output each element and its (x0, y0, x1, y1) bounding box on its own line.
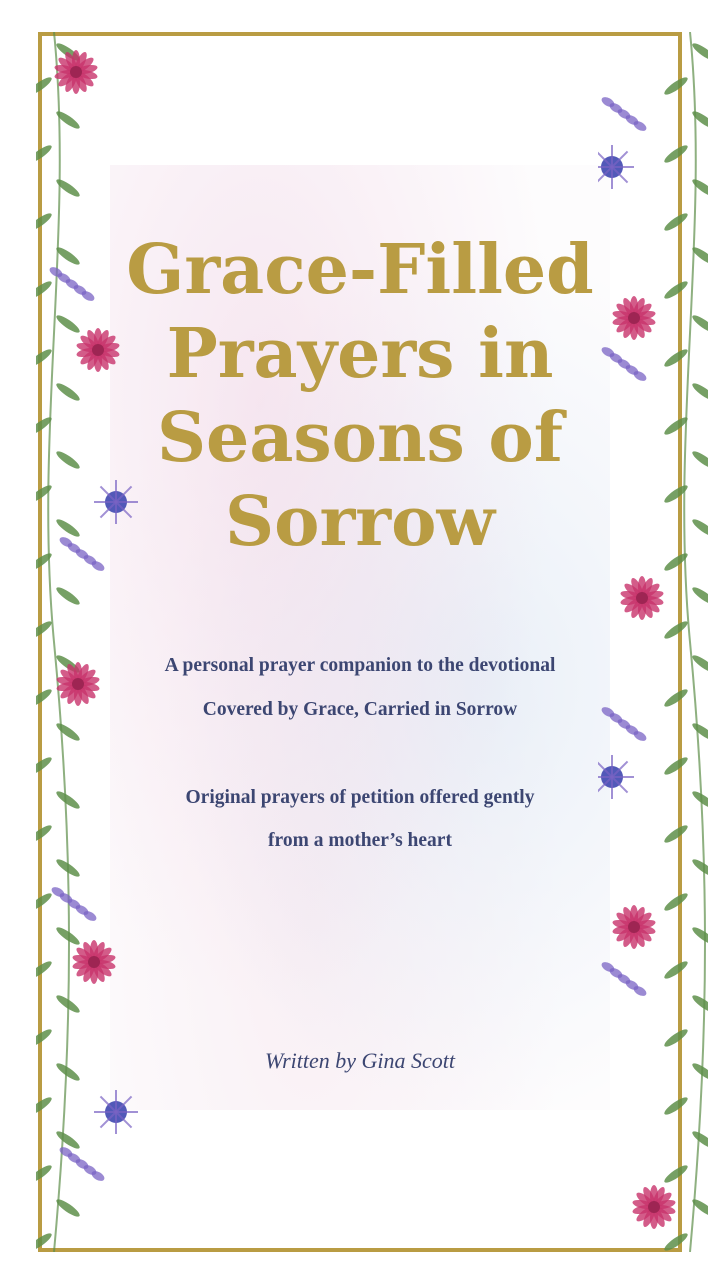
pink-clover-icon (54, 50, 99, 94)
description-line-1: Original prayers of petition offered gently (185, 787, 535, 808)
purple-lavender-icon (58, 535, 106, 573)
pink-clover-icon (612, 296, 657, 340)
purple-lavender-icon (600, 95, 648, 133)
right-floral-border (598, 32, 708, 1252)
pink-clover-icon (632, 1185, 677, 1229)
description-line-2: from a mother’s heart (268, 830, 452, 851)
subtitle-line-1: A personal prayer companion to the devotional (164, 655, 556, 676)
author-credit: Written by Gina Scott (264, 1048, 456, 1073)
blue-thistle-icon (94, 1090, 138, 1134)
blue-thistle-icon (598, 145, 634, 189)
pink-clover-icon (612, 905, 657, 949)
green-leaf-icon (662, 32, 708, 1252)
pink-clover-icon (56, 662, 101, 706)
purple-lavender-icon (600, 960, 648, 998)
pink-clover-icon (72, 940, 117, 984)
pink-clover-icon (620, 576, 665, 620)
purple-lavender-icon (50, 885, 98, 923)
green-leaf-icon (36, 32, 82, 1252)
subtitle-line-2: Covered by Grace, Carried in Sorrow (202, 699, 518, 720)
book-title: Grace-Filled Prayers in Seasons of Sorrow (126, 230, 594, 562)
purple-lavender-icon (58, 1145, 106, 1183)
